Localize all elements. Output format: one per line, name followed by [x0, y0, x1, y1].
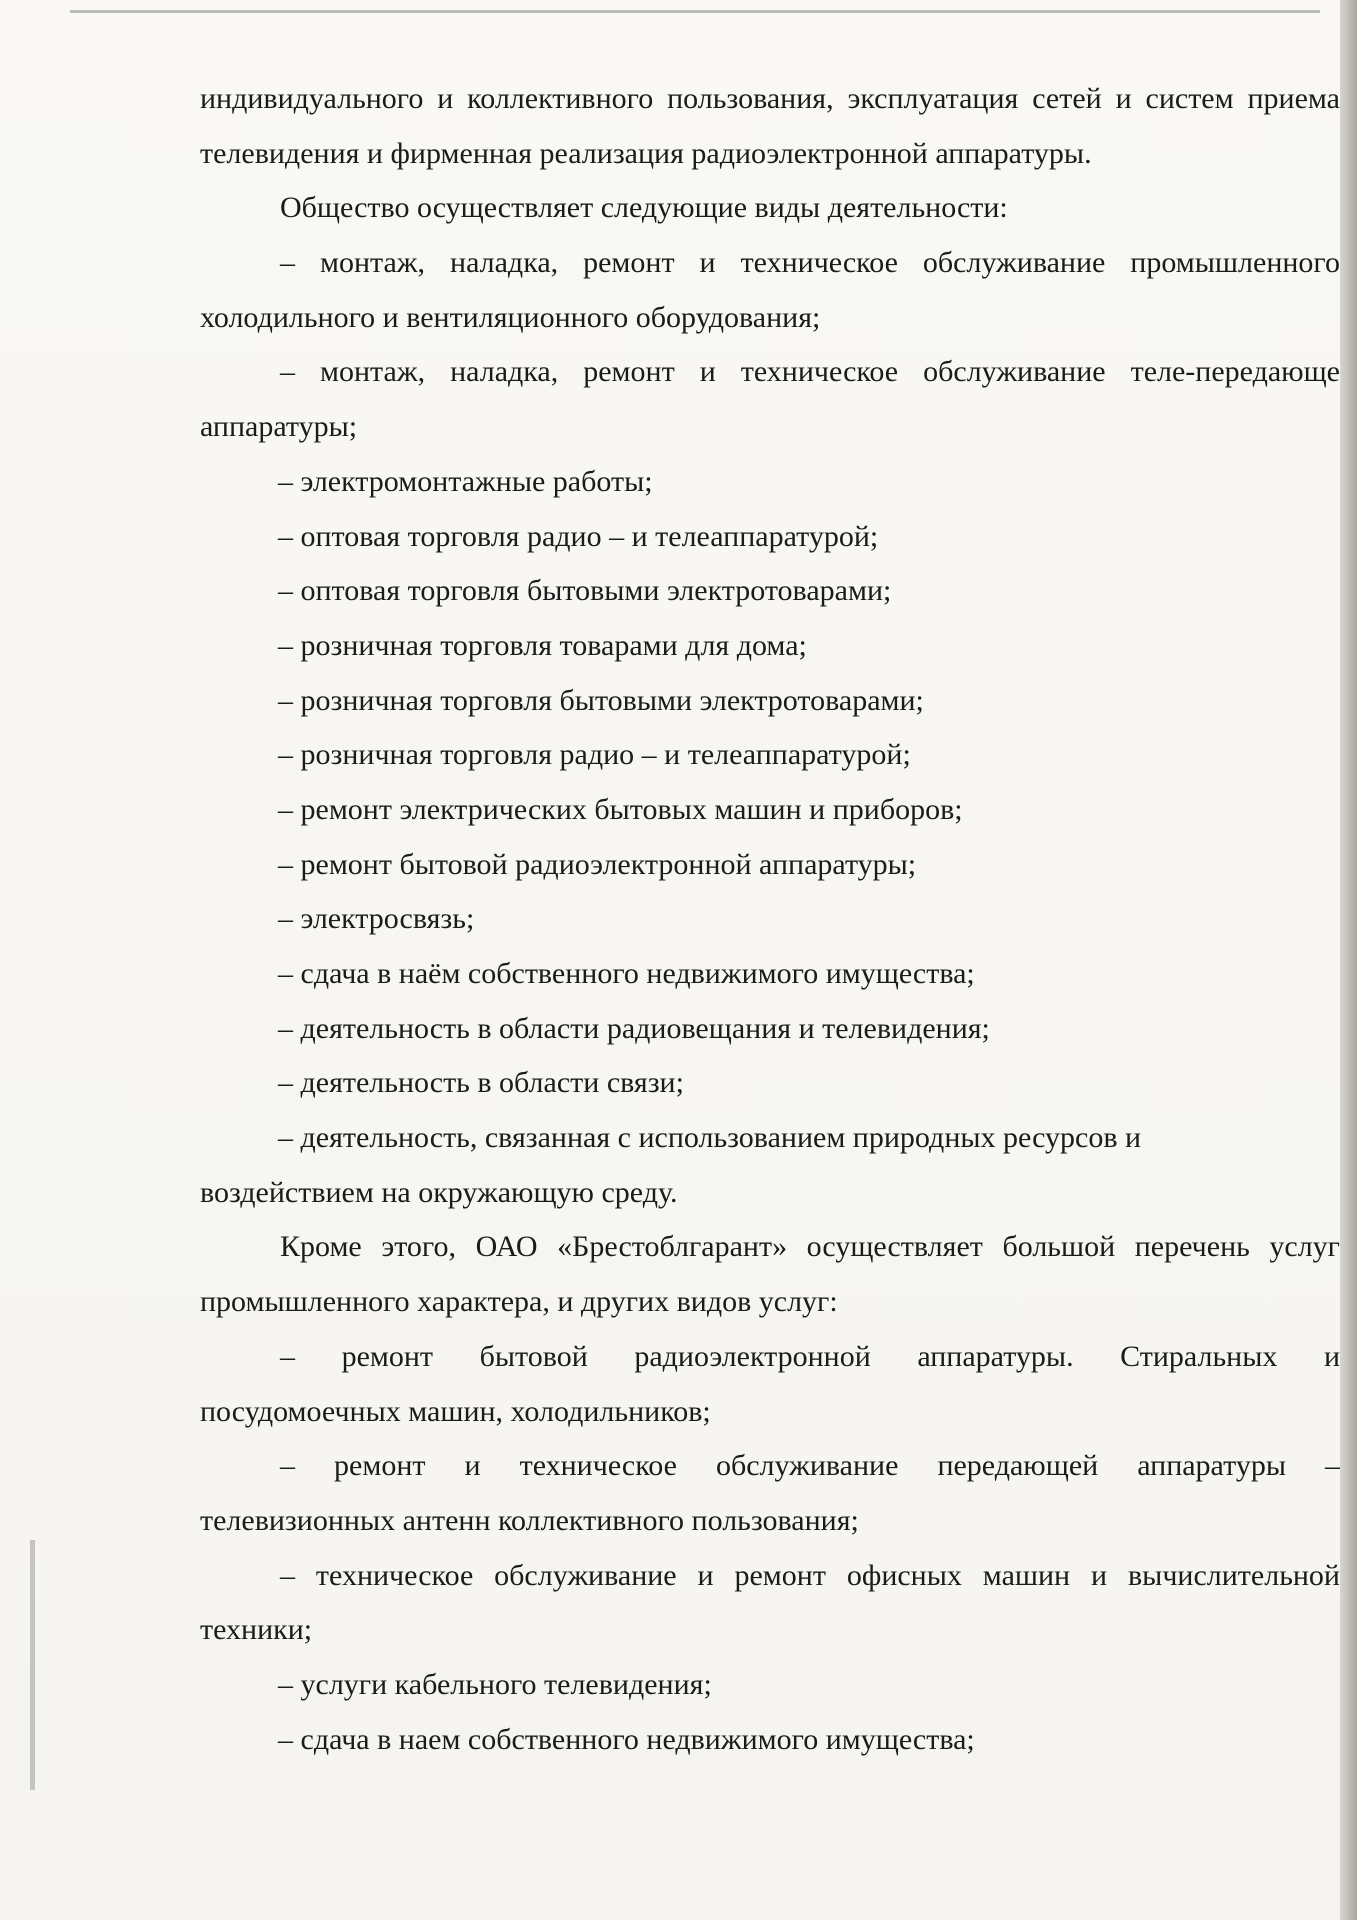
list-item-10: – сдача в наём собственного недвижимого имущества;: [278, 957, 975, 990]
text-line-29: техники;: [200, 1613, 313, 1647]
scan-right-shadow: [1340, 0, 1357, 1920]
text-line-22: Кроме этого, ОАО «Брестоблгарант» осуществляет большой перечень услуг: [280, 1230, 1340, 1264]
document-body: [200, 72, 1340, 1767]
text-line-27: телевизионных антенн коллективного пользования;: [200, 1503, 859, 1537]
list-item-12: – деятельность в области связи;: [278, 1066, 684, 1100]
text-line-28: – техническое обслуживание и ремонт офисных машин и вычислительной: [280, 1558, 1340, 1592]
text-line-7: аппаратуры;: [200, 410, 358, 444]
scan-left-mark: [30, 1540, 35, 1790]
list-item-4: – розничная торговля товарами для дома;: [278, 628, 807, 662]
list-item-8: – ремонт бытовой радиоэлектронной аппаратуры;: [278, 847, 917, 881]
text-line-1: индивидуального и коллективного пользования, эксплуатация сетей и систем приема: [200, 82, 1340, 115]
scan-top-edge: [70, 10, 1320, 13]
list-item-1: – электромонтажные работы;: [278, 464, 653, 498]
text-line-23: промышленного характера, и других видов услуг:: [200, 1285, 838, 1319]
list-item-5: – розничная торговля бытовыми электротоварами;: [278, 683, 924, 717]
text-line-21: воздействием на окружающую среду.: [200, 1175, 678, 1209]
list-item-3: – оптовая торговля бытовыми электротоварами;: [278, 574, 892, 608]
text-line-25: посудомоечных машин, холодильников;: [200, 1394, 711, 1428]
list-item-11: – деятельность в области радиовещания и телевидения;: [278, 1011, 990, 1045]
list-item-9: – электросвязь;: [278, 902, 475, 936]
text-line-2: телевидения и фирменная реализация радиоэлектронной аппаратуры.: [200, 136, 1092, 170]
list-item-13: – деятельность, связанная с использованием природных ресурсов и: [278, 1121, 1142, 1155]
text-line-24: – ремонт бытовой радиоэлектронной аппаратуры. Стиральных и: [280, 1339, 1340, 1373]
text-line-3: Общество осуществляет следующие виды деятельности:: [280, 191, 1008, 225]
list-item-15: – сдача в наем собственного недвижимого имущества;: [278, 1722, 975, 1756]
text-line-5: холодильного и вентиляционного оборудования;: [200, 300, 821, 334]
list-item-6: – розничная торговля радио – и телеаппаратурой;: [278, 738, 911, 772]
text-line-6: – монтаж, наладка, ремонт и техническое обслуживание теле-передающе: [280, 355, 1340, 389]
list-item-7: – ремонт электрических бытовых машин и приборов;: [278, 792, 963, 826]
text-line-26: – ремонт и техническое обслуживание передающей аппаратуры –: [280, 1449, 1340, 1483]
list-item-2: – оптовая торговля радио – и телеаппаратурой;: [278, 519, 879, 553]
list-item-14: – услуги кабельного телевидения;: [278, 1667, 712, 1701]
text-line-4: – монтаж, наладка, ремонт и техническое обслуживание промышленного: [280, 246, 1340, 280]
